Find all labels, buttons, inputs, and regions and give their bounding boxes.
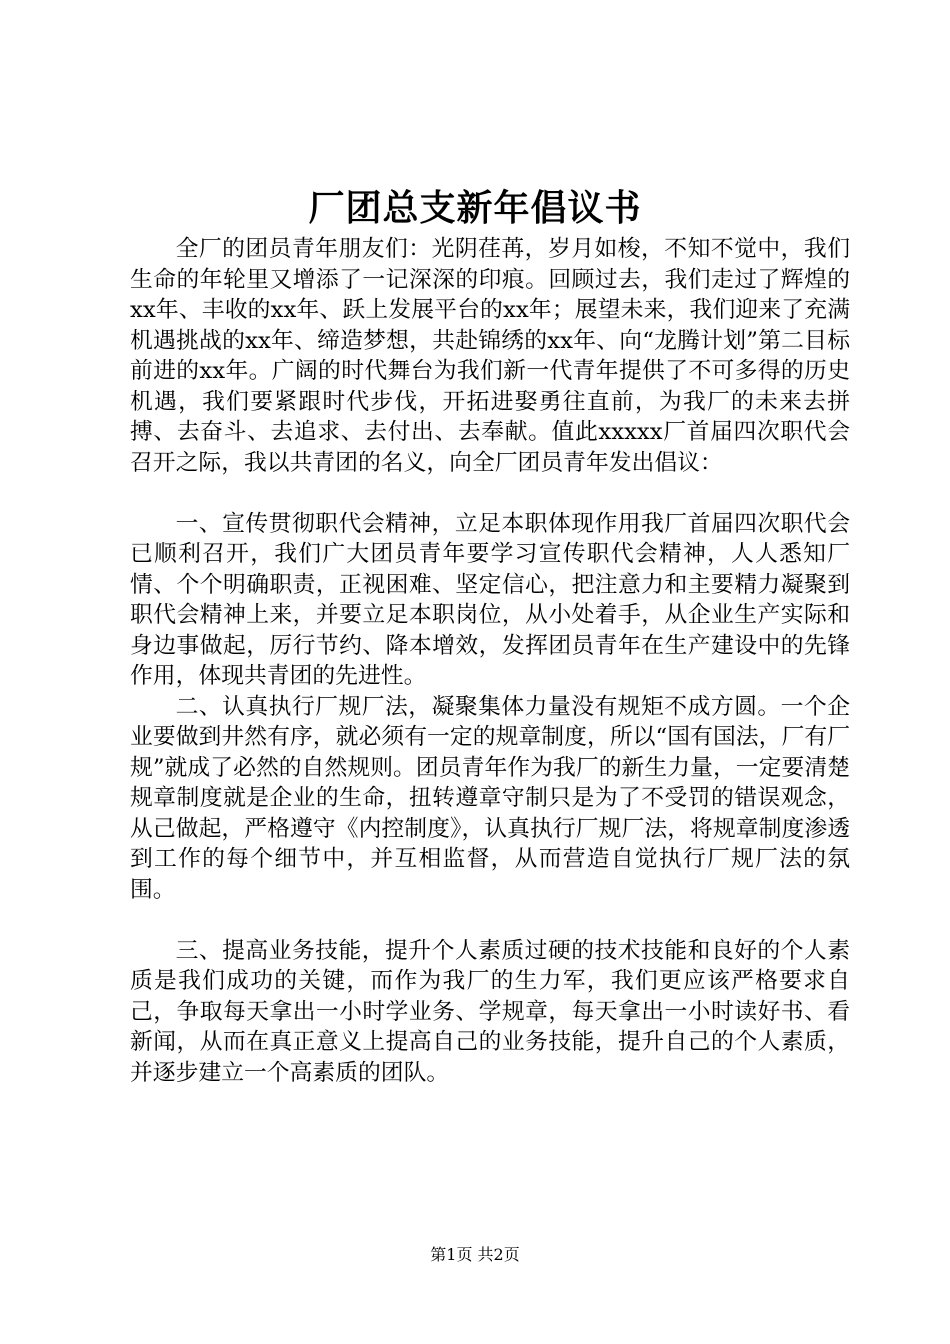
page-number-footer: 第1页 共2页 <box>430 1245 520 1264</box>
paragraph-point-one: 一、宣传贯彻职代会精神，立足本职体现作用我厂首届四次职代会已顺利召开，我们广大团员青年要学习宣传职代会精神，人人悉知厂情、个个明确职责，正视困难、坚定信心，把注意力和主要精力凝聚到职代会精神上来，并要立足本职岗位，从小处着手，从企业生产实际和身边事做起，厉行节约、降本增效，发挥团员青年在生产建设中的先锋作用，体现共青团的先进性。 <box>130 510 850 689</box>
document-body <box>130 234 850 1088</box>
paragraph-spacer <box>130 905 850 936</box>
paragraph-greeting: 全厂的团员青年朋友们：光阴荏苒，岁月如梭，不知不觉中，我们生命的年轮里又增添了一记深深的印痕。回顾过去，我们走过了辉煌的xx年、丰收的xx年、跃上发展平台的xx年；展望未来，我们迎来了充满机遇挑战的xx年、缔造梦想，共赴锦绣的xx年、向“龙腾计划”第二目标前进的xx年。广阔的时代舞台为我们新一代青年提供了不可多得的历史机遇，我们要紧跟时代步伐，开拓进娶勇往直前，为我厂的未来去拼搏、去奋斗、去追求、去付出、去奉献。值此xxxxx厂首届四次职代会召开之际，我以共青团的名义，向全厂团员青年发出倡议： <box>130 236 850 476</box>
paragraph-spacer <box>130 478 850 509</box>
paragraph-point-two: 二、认真执行厂规厂法，凝聚集体力量没有规矩不成方圆。一个企业要做到井然有序，就必须有一定的规章制度，所以“国有国法，厂有厂规”就成了必然的自然规则。团员青年作为我厂的新生力量，一定要清楚规章制度就是企业的生命，扭转遵章守制只是为了不受罚的错误观念，从己做起，严格遵守《内控制度》，认真执行厂规厂法，将规章制度渗透到工作的每个细节中，并互相监督，从而营造自觉执行厂规厂法的氛围。 <box>130 693 850 903</box>
paragraph-point-three: 三、提高业务技能，提升个人素质过硬的技术技能和良好的个人素质是我们成功的关键，而作为我厂的生力军，我们更应该严格要求自己，争取每天拿出一小时学业务、学规章，每天拿出一小时读好书、看新闻，从而在真正意义上提高自己的业务技能，提升自己的个人素质，并逐步建立一个高素质的团队。 <box>130 937 850 1086</box>
document-title: 厂团总支新年倡议书 <box>308 187 642 229</box>
